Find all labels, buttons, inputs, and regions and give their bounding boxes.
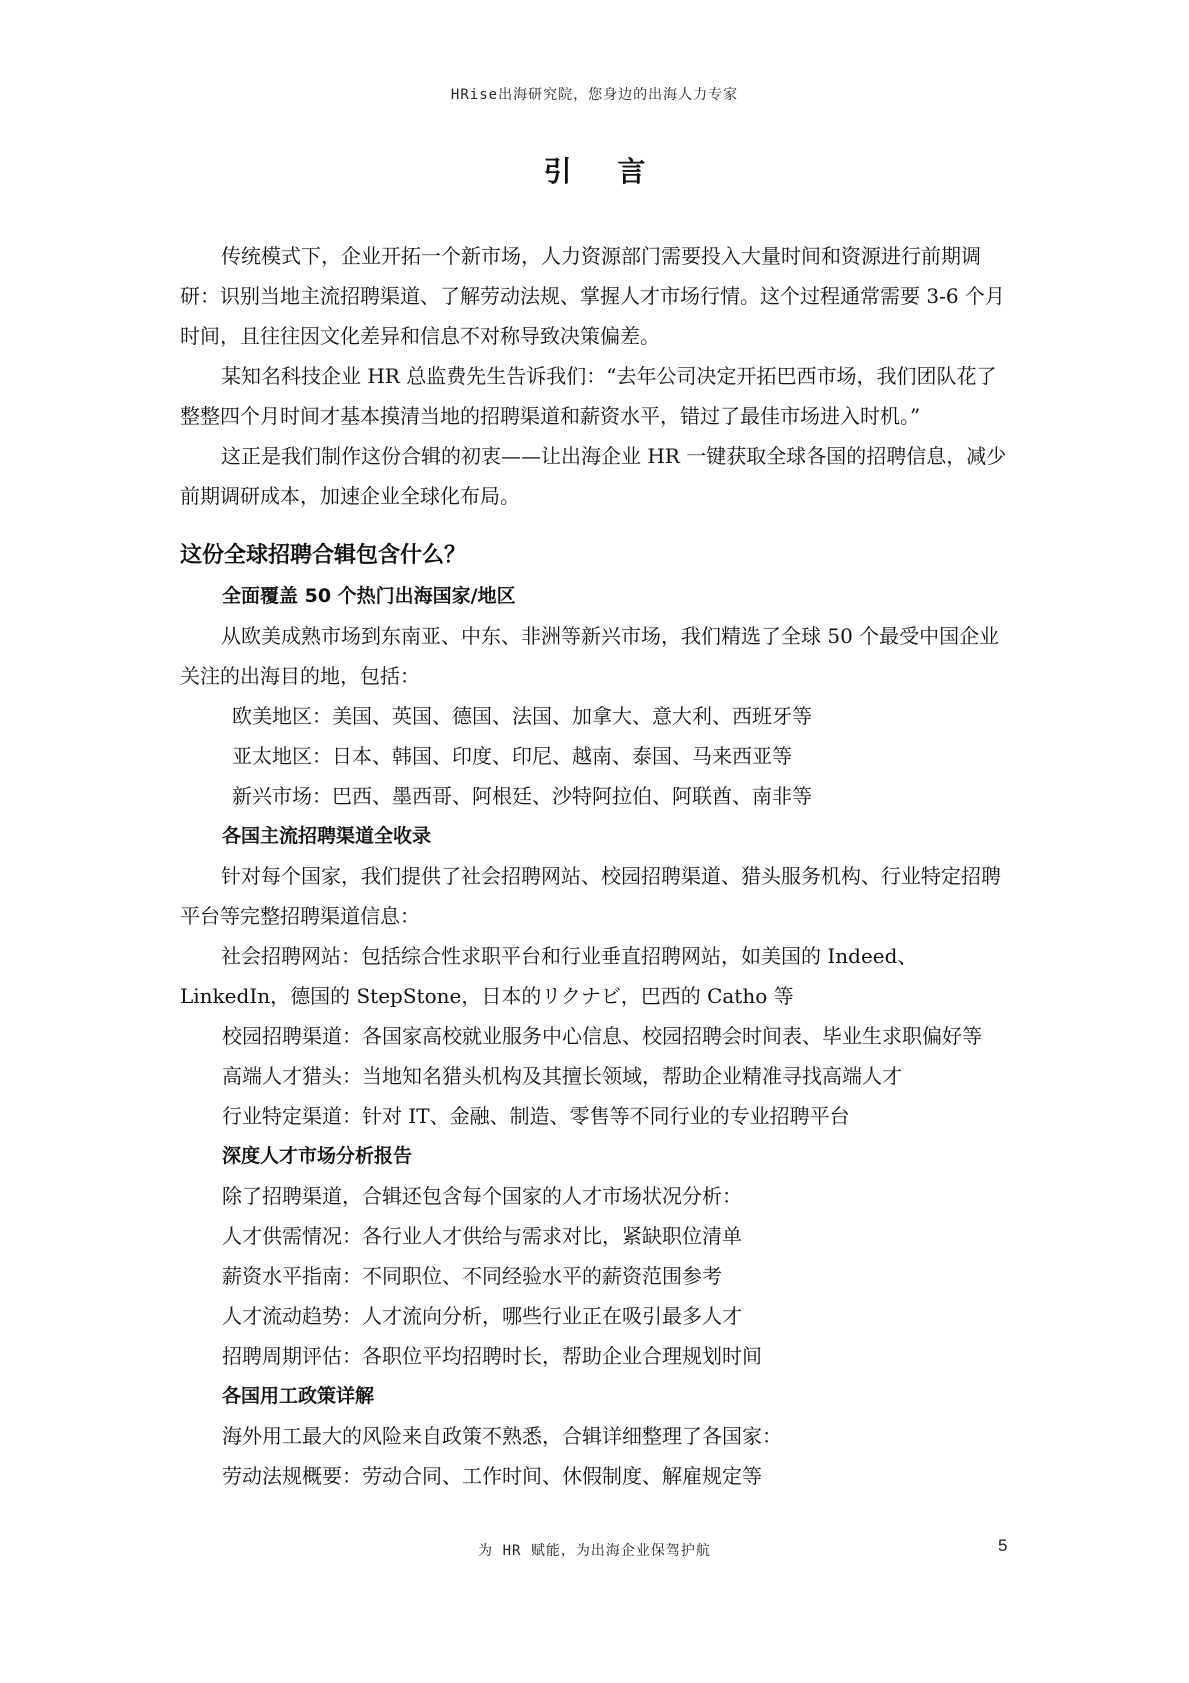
channel-item: 社会招聘网站：包括综合性求职平台和行业垂直招聘网站，如美国的 Indeed、LinkedIn，德国的 StepStone，日本的リクナビ，巴西的 Catho 等 <box>180 944 918 1008</box>
channels-heading: 各国主流招聘渠道全收录 <box>222 825 432 847</box>
region-item: 欧美地区：美国、英国、德国、法国、加拿大、意大利、西班牙等 <box>232 704 812 728</box>
analysis-item: 人才供需情况：各行业人才供给与需求对比，紧缺职位清单 <box>222 1224 742 1248</box>
region-item: 新兴市场：巴西、墨西哥、阿根廷、沙特阿拉伯、阿联酋、南非等 <box>232 784 812 808</box>
channel-item: 行业特定渠道：针对 IT、金融、制造、零售等不同行业的专业招聘平台 <box>222 1104 850 1128</box>
page-number: 5 <box>998 1536 1008 1555</box>
page-header: HRise出海研究院，您身边的出海人力专家 <box>450 87 739 103</box>
coverage-description: 从欧美成熟市场到东南亚、中东、非洲等新兴市场，我们精选了全球 50 个最受中国企业关注的出海目的地，包括： <box>180 624 1000 688</box>
policy-item: 劳动法规概要：劳动合同、工作时间、休假制度、解雇规定等 <box>222 1464 762 1488</box>
intro-paragraph-2: 某知名科技企业 HR 总监费先生告诉我们：“去年公司决定开拓巴西市场，我们团队花了整整四个月时间才基本摸清当地的招聘渠道和薪资水平，错过了最佳市场进入时机。” <box>180 364 997 428</box>
analysis-item: 薪资水平指南：不同职位、不同经验水平的薪资范围参考 <box>222 1264 722 1288</box>
analysis-description: 除了招聘渠道，合辑还包含每个国家的人才市场状况分析： <box>222 1184 742 1208</box>
page-title: 引 言 <box>543 155 664 188</box>
policy-description: 海外用工最大的风险来自政策不熟悉，合辑详细整理了各国家： <box>222 1424 782 1448</box>
region-item: 亚太地区：日本、韩国、印度、印尼、越南、泰国、马来西亚等 <box>232 744 792 768</box>
page-footer: 为 HR 赋能，为出海企业保驾护航 <box>478 1543 711 1559</box>
document-body <box>180 236 1010 1496</box>
coverage-heading: 全面覆盖 50 个热门出海国家/地区 <box>222 585 516 607</box>
intro-paragraph-1: 传统模式下，企业开拓一个新市场，人力资源部门需要投入大量时间和资源进行前期调研：识别当地主流招聘渠道、了解劳动法规、掌握人才市场行情。这个过程通常需要 3-6 个月时间，且往往因文化差异和信息不对称导致决策偏差。 <box>180 244 1005 348</box>
analysis-heading: 深度人才市场分析报告 <box>222 1145 413 1167</box>
intro-paragraph-3: 这正是我们制作这份合辑的初衷——让出海企业 HR 一键获取全球各国的招聘信息，减少前期调研成本，加速企业全球化布局。 <box>180 444 1007 508</box>
analysis-item: 人才流动趋势：人才流向分析，哪些行业正在吸引最多人才 <box>222 1304 742 1328</box>
policy-heading: 各国用工政策详解 <box>222 1385 375 1407</box>
channel-item: 校园招聘渠道：各国家高校就业服务中心信息、校园招聘会时间表、毕业生求职偏好等 <box>222 1024 982 1048</box>
analysis-item: 招聘周期评估：各职位平均招聘时长，帮助企业合理规划时间 <box>222 1344 762 1368</box>
section-heading: 这份全球招聘合辑包含什么？ <box>180 543 467 568</box>
channels-description: 针对每个国家，我们提供了社会招聘网站、校园招聘渠道、猎头服务机构、行业特定招聘平台等完整招聘渠道信息： <box>180 864 1001 928</box>
channel-item: 高端人才猎头：当地知名猎头机构及其擅长领域，帮助企业精准寻找高端人才 <box>222 1064 902 1088</box>
